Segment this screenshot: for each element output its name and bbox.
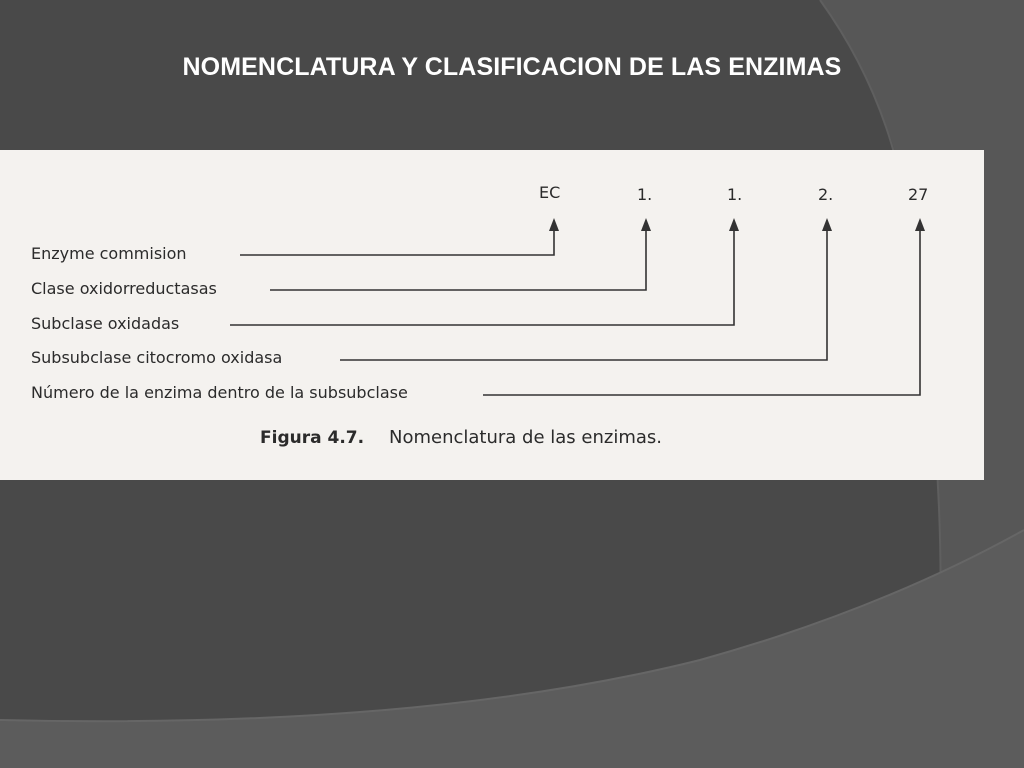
label-enzyme-commision: Enzyme commision [31, 244, 187, 263]
slide-title: NOMENCLATURA Y CLASIFICACION DE LAS ENZIMAS [182, 53, 842, 81]
arrow-subsubclass [822, 218, 832, 231]
connector-line-class [270, 230, 646, 290]
connector-line-subsubclass [340, 230, 827, 360]
code-part-class: 1. [637, 185, 653, 204]
label-subsubclase: Subsubclase citocromo oxidasa [31, 348, 283, 367]
code-part-serial: 27 [908, 185, 929, 204]
arrow-serial [915, 218, 925, 231]
figure-caption-text: Nomenclatura de las enzimas. [389, 427, 662, 448]
code-part-subclass: 1. [727, 185, 743, 204]
label-numero-enzima: Número de la enzima dentro de la subsubclase [31, 383, 408, 402]
label-subclase: Subclase oxidadas [31, 314, 180, 333]
connector-line-ec [240, 230, 554, 255]
decor-band-bottom [0, 530, 1024, 768]
nomenclature-diagram [0, 150, 984, 480]
arrow-ec [549, 218, 559, 231]
figure-panel [0, 150, 984, 480]
arrow-subclass [729, 218, 739, 231]
label-clase: Clase oxidorreductasas [31, 279, 217, 298]
code-part-subsubclass: 2. [818, 185, 834, 204]
arrow-class [641, 218, 651, 231]
connector-line-subclass [230, 230, 734, 325]
figure-caption-label: Figura 4.7. [260, 428, 365, 448]
code-part-ec: EC [539, 183, 561, 202]
